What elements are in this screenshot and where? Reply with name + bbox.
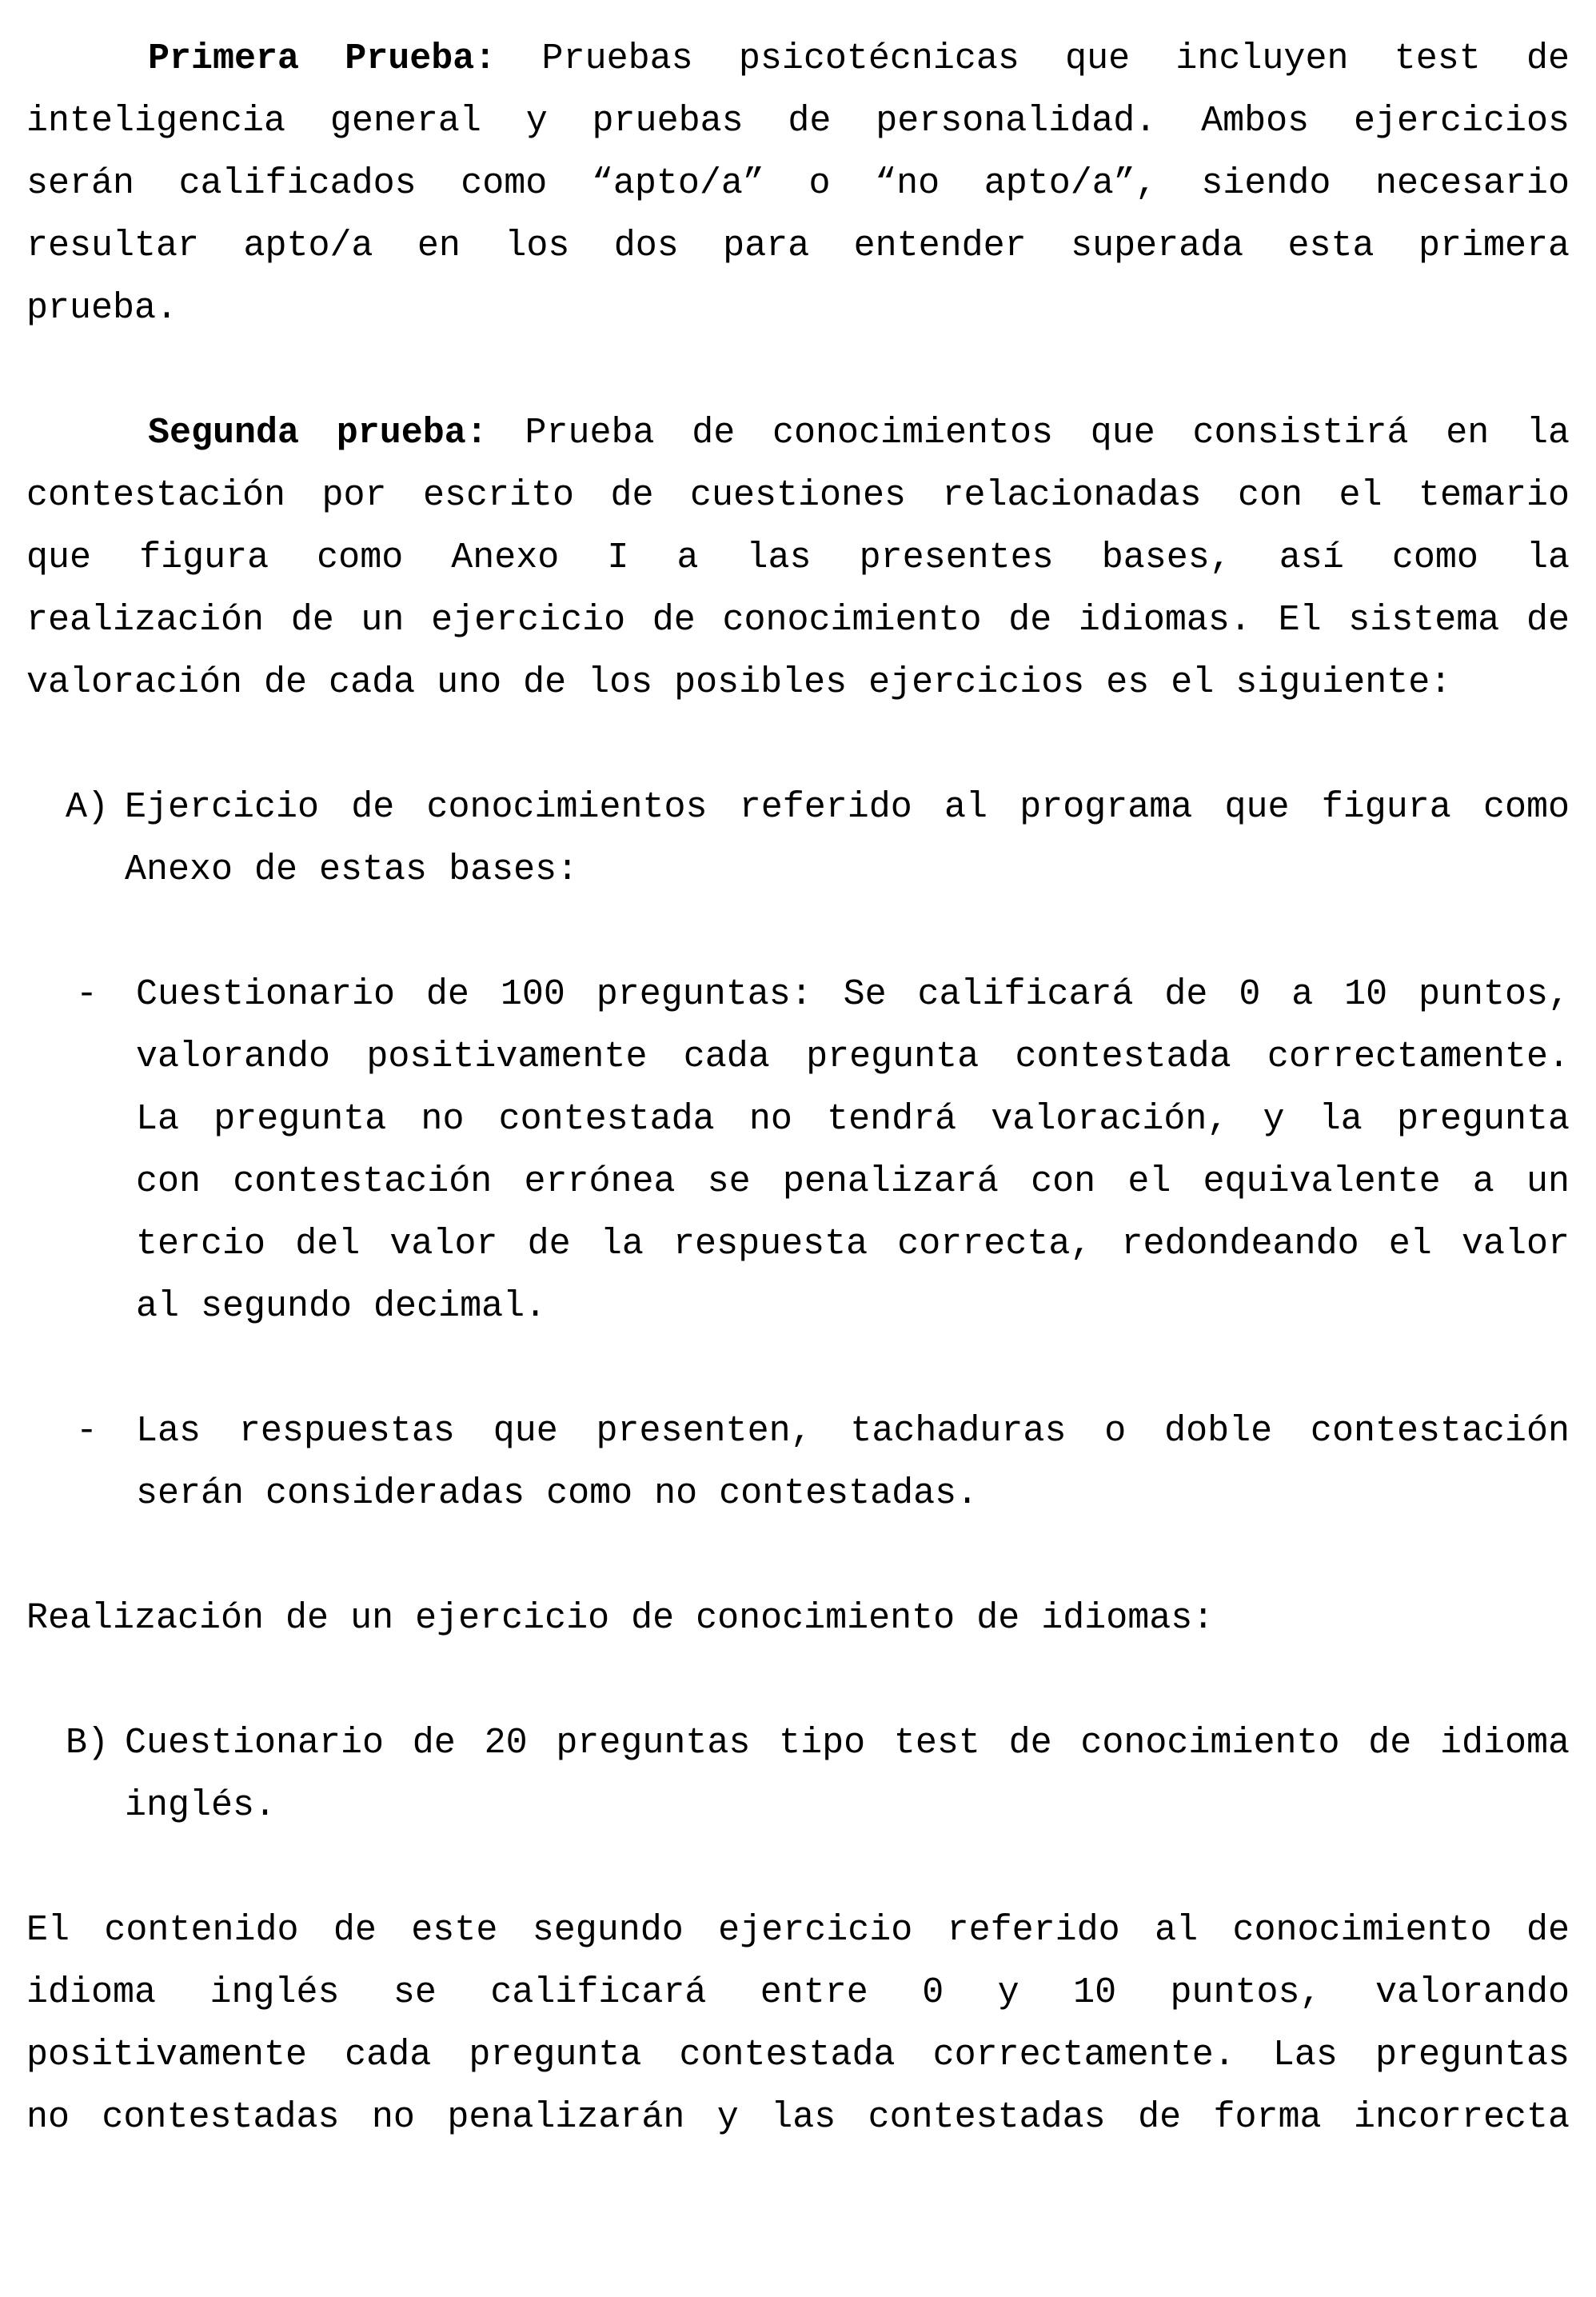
text-segment: Pruebas psicotécnicas que incluyen test de [496, 38, 1570, 79]
text-segment: serán consideradas como no contestadas. [136, 1473, 979, 1514]
text-line [26, 28, 1570, 90]
text-segment: que figura como Anexo I a las presentes bases, así como la [26, 537, 1570, 578]
text-line [136, 1213, 1570, 1276]
text-segment: Cuestionario de 100 preguntas: Se calificará de 0 a 10 puntos, [136, 974, 1570, 1015]
text-segment: valorando positivamente cada pregunta contestada correctamente. [136, 1037, 1570, 1077]
text-line [136, 1463, 1570, 1525]
paragraph [26, 1588, 1570, 1650]
text-line [125, 1712, 1570, 1775]
text-segment: no contestadas no penalizarán y las contestadas de forma incorrecta [26, 2097, 1570, 2138]
text-line [26, 90, 1570, 153]
list-letter-marker: A) [66, 787, 110, 828]
text-segment: El contenido de este segundo ejercicio referido al conocimiento de [26, 1910, 1570, 1951]
bullet-item [26, 1400, 1570, 1525]
text-segment: inglés. [125, 1785, 277, 1826]
text-line [125, 777, 1570, 839]
bold-text-segment: Segunda prueba: [148, 413, 488, 453]
text-segment: Prueba de conocimientos que consistirá en la [487, 413, 1570, 453]
text-segment: prueba. [26, 288, 178, 329]
lettered-item [26, 777, 1570, 901]
text-line [136, 1400, 1570, 1463]
text-segment: La pregunta no contestada no tendrá valoración, y la pregunta [136, 1099, 1570, 1140]
text-segment: Realización de un ejercicio de conocimiento de idiomas: [26, 1598, 1215, 1639]
text-line [26, 2024, 1570, 2087]
text-line [26, 1900, 1570, 1962]
list-letter-marker: B) [66, 1723, 110, 1764]
text-line [26, 465, 1570, 527]
text-line [136, 1151, 1570, 1213]
text-line [125, 839, 1570, 901]
text-line [26, 278, 1570, 340]
text-segment: al segundo decimal. [136, 1286, 547, 1327]
text-segment: contestación por escrito de cuestiones relacionadas con el temario [26, 475, 1570, 516]
bullet-marker: - [76, 974, 98, 1015]
text-line [26, 1962, 1570, 2024]
text-segment: tercio del valor de la respuesta correcta, redondeando el valor [136, 1224, 1570, 1264]
text-segment: resultar apto/a en los dos para entender superada esta primera [26, 226, 1570, 266]
text-segment: Cuestionario de 20 preguntas tipo test de conocimiento de idioma [125, 1723, 1570, 1764]
text-line [26, 652, 1570, 714]
text-segment: valoración de cada uno de los posibles ejercicios es el siguiente: [26, 662, 1452, 703]
text-line [26, 215, 1570, 278]
text-line [26, 589, 1570, 652]
text-line [26, 153, 1570, 215]
text-line [26, 402, 1570, 465]
text-segment: realización de un ejercicio de conocimiento de idiomas. El sistema de [26, 600, 1570, 641]
text-segment: Anexo de estas bases: [125, 849, 579, 890]
paragraph [26, 28, 1570, 340]
paragraph [26, 1900, 1570, 2149]
text-segment: Las respuestas que presenten, tachaduras o doble contestación [136, 1411, 1570, 1452]
text-segment: idioma inglés se calificará entre 0 y 10 puntos, valorando [26, 1972, 1570, 2013]
text-line [136, 964, 1570, 1026]
text-line [136, 1089, 1570, 1151]
text-segment: serán calificados como “apto/a” o “no apto/a”, siendo necesario [26, 163, 1570, 204]
text-segment: inteligencia general y pruebas de personalidad. Ambos ejercicios [26, 101, 1570, 142]
text-line [125, 1775, 1570, 1837]
text-line [26, 2087, 1570, 2149]
bold-text-segment: Primera Prueba: [148, 38, 497, 79]
lettered-item [26, 1712, 1570, 1837]
text-line [26, 1588, 1570, 1650]
text-segment: positivamente cada pregunta contestada correctamente. Las preguntas [26, 2035, 1570, 2075]
text-segment: con contestación errónea se penalizará con el equivalente a un [136, 1161, 1570, 1202]
text-line [136, 1026, 1570, 1089]
bullet-item [26, 964, 1570, 1338]
text-segment: Ejercicio de conocimientos referido al programa que figura como [125, 787, 1570, 828]
text-line [136, 1276, 1570, 1338]
paragraph [26, 402, 1570, 714]
text-line [26, 527, 1570, 589]
bullet-marker: - [76, 1411, 98, 1452]
